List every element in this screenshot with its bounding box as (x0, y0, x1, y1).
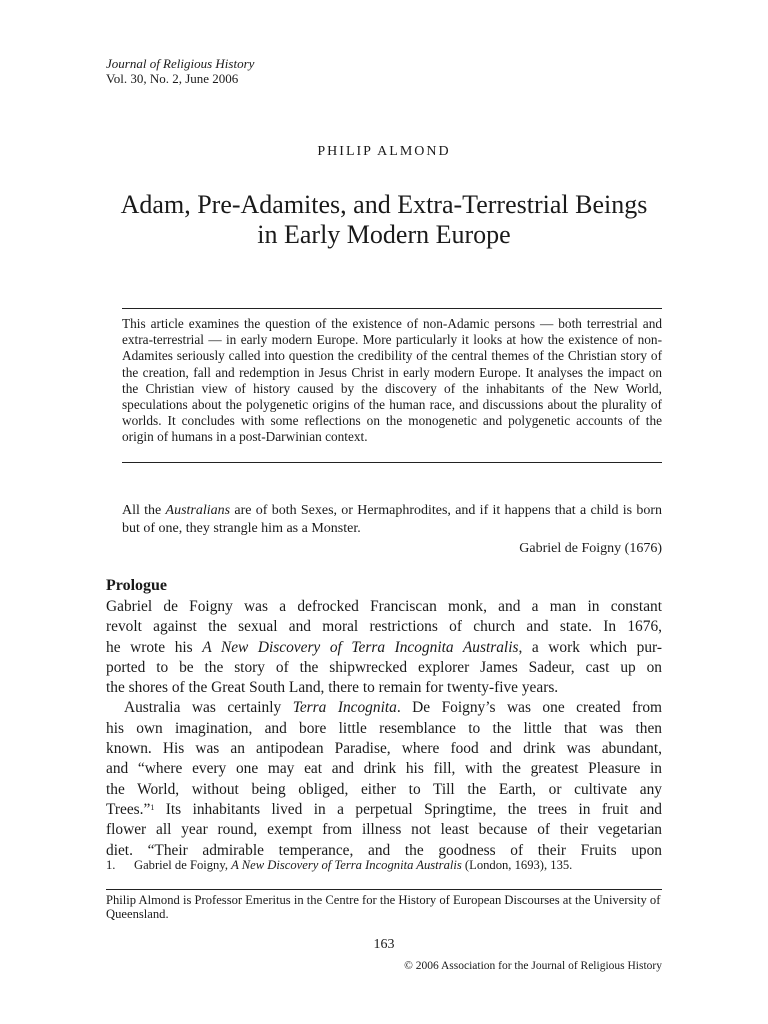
p2-line: diet. “Their admirable temperance, and the goodness of their Fruits upon (106, 841, 662, 859)
footnote-ref[interactable]: 1 (150, 802, 155, 812)
epigraph-italic: Australians (165, 503, 231, 518)
paragraph-1 (106, 597, 662, 698)
footnote-number: 1. (106, 858, 116, 872)
paragraph-2 (106, 698, 662, 860)
copyright-notice: © 2006 Association for the Journal of Religious History (404, 960, 662, 972)
p2-l6-post: Its inhabitants lived in a perpetual Springtime, the trees in fruit and (154, 800, 662, 818)
p2-line: flower all year round, exempt from illness not least because of their vegetarian (106, 821, 662, 839)
p2-line (106, 698, 662, 718)
p2-line: his own imagination, and bore little resemblance to the little that was then (106, 719, 662, 737)
p2-line: and “where every one may eat and drink his fill, with the greatest Pleasure in (106, 760, 662, 778)
p1-line: revolt against the sexual and moral restrictions of church and state. In 1676, (106, 618, 662, 636)
p1-line: the shores of the Great South Land, there to remain for twenty-five years. (106, 679, 559, 697)
body-text (106, 597, 662, 861)
p1-line: Gabriel de Foigny was a defrocked Franciscan monk, and a man in constant (106, 598, 662, 615)
p2-line (106, 800, 662, 820)
abstract: This article examines the question of the existence of non-Adamic persons — both terrestrial and extra-terrestrial — in early modern Europe. More particularly it looks at how the existence of non-Adamites seriously called into question the credibility of the central themes of the Christian story of the creation, fall and redemption in Jesus Christ in early modern Europe. It analyses the impact on the Christian view of history caused by the discovery of the inhabitants of the New World, speculations about the polygenetic origins of the human race, and discussions about the plurality of worlds. It concludes with some reflections on the monogenetic and polygenetic accounts of the origin of humans in a post-Darwinian context. (122, 316, 662, 445)
author-name: PHILIP ALMOND (317, 144, 451, 159)
author-note: Philip Almond is Professor Emeritus in the Centre for the History of European Discourses at the University of Queensland. (106, 893, 661, 921)
article-title (80, 190, 688, 250)
page-number: 163 (373, 937, 395, 952)
journal-header (106, 56, 254, 86)
p1-l3-pre: he wrote his (106, 638, 203, 656)
epigraph-quote (122, 502, 662, 538)
title-line-1: Adam, Pre-Adamites, and Extra-Terrestrial Beings (120, 190, 648, 219)
abstract-top-rule (122, 308, 662, 309)
abstract-bottom-rule (122, 462, 662, 463)
p2-l6-pre: Trees.” (106, 800, 151, 818)
p2-line: the World, without being obliged, either to Till the Earth, or cultivate any (106, 780, 662, 798)
footnote-post: (London, 1693), 135. (461, 858, 573, 872)
epigraph-attribution: Gabriel de Foigny (1676) (519, 541, 662, 556)
footnote-pre: Gabriel de Foigny, (134, 858, 232, 872)
p2-l1-italic: Terra Incognita (292, 699, 397, 717)
epigraph-post: are of both Sexes, or Hermaphrodites, and if it happens that a child is born but of one, they strangle him as a Monster. (122, 503, 662, 536)
section-heading: Prologue (106, 577, 168, 594)
title-line-2: in Early Modern Europe (257, 220, 511, 249)
journal-name: Journal of Religious History (106, 56, 255, 71)
book-title: A New Discovery of Terra Incognita Australis (202, 638, 519, 656)
epigraph-pre: All the (122, 503, 166, 518)
p2-l1-post: . De Foigny’s was one created from (396, 699, 662, 717)
footer-rule (106, 889, 662, 890)
p1-line: ported to be the story of the shipwrecked explorer James Sadeur, cast up on (106, 658, 662, 676)
p2-line: known. His was an antipodean Paradise, where food and drink was abundant, (106, 740, 662, 758)
p1-l3-post: , a work which pur- (518, 638, 662, 656)
p2-l1-pre: Australia was certainly (124, 699, 293, 717)
journal-issue: Vol. 30, No. 2, June 2006 (106, 71, 239, 86)
footnote-italic: A New Discovery of Terra Incognita Australis (231, 858, 462, 872)
footnote (106, 858, 666, 873)
p1-line (106, 638, 662, 658)
